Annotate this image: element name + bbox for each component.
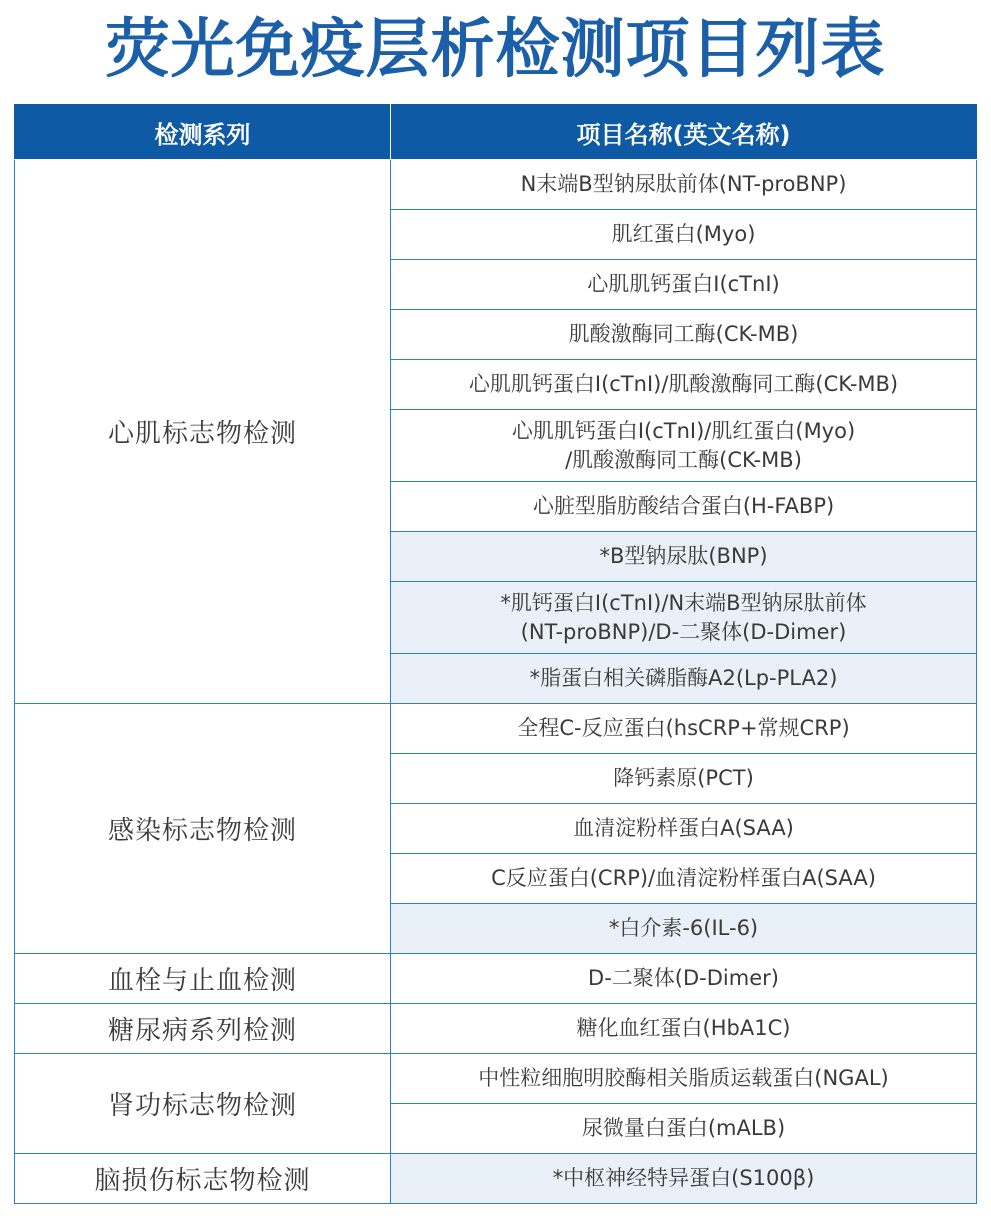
series-column-header: 检测系列 <box>15 105 391 160</box>
item-cell <box>391 804 977 854</box>
item-cell <box>391 854 977 904</box>
series-cell: 糖尿病系列检测 <box>15 1004 391 1054</box>
item-name-line: 糖化血红蛋白(HbA1C) <box>576 1016 791 1040</box>
item-cell <box>391 160 977 210</box>
item-name-line: N末端B型钠尿肽前体(NT-proBNP) <box>520 172 847 196</box>
table-row <box>15 704 977 754</box>
series-cell: 脑损伤标志物检测 <box>15 1154 391 1204</box>
item-name-line: 心脏型脂肪酸结合蛋白(H-FABP) <box>532 494 835 518</box>
item-name-line: D-二聚体(D-Dimer) <box>588 966 779 990</box>
table-row <box>15 1054 977 1104</box>
item-cell <box>391 482 977 532</box>
item-name-line: *脂蛋白相关磷脂酶A2(Lp-PLA2) <box>529 666 838 690</box>
item-cell <box>391 210 977 260</box>
item-cell <box>391 532 977 582</box>
table-row <box>15 1154 977 1204</box>
item-cell <box>391 260 977 310</box>
item-cell <box>391 1054 977 1104</box>
table-row <box>15 954 977 1004</box>
item-column-header: 项目名称(英文名称) <box>391 105 977 160</box>
item-name-line: 心肌肌钙蛋白I(cTnI)/肌酸激酶同工酶(CK-MB) <box>468 372 899 396</box>
item-cell <box>391 582 977 654</box>
item-name-line: 中性粒细胞明胶酶相关脂质运载蛋白(NGAL) <box>478 1066 889 1090</box>
item-cell <box>391 1104 977 1154</box>
item-name-line: 全程C-反应蛋白(hsCRP+常规CRP) <box>517 716 850 740</box>
item-name-line: 尿微量白蛋白(mALB) <box>581 1116 786 1140</box>
item-name-line: *白介素-6(IL-6) <box>608 916 759 940</box>
item-name-line: 血清淀粉样蛋白A(SAA) <box>573 816 794 840</box>
item-name-line: 降钙素原(PCT) <box>613 766 754 790</box>
item-name-line: 心肌肌钙蛋白I(cTnI) <box>587 272 780 296</box>
item-cell <box>391 704 977 754</box>
item-name-line: *肌钙蛋白I(cTnI)/N末端B型钠尿肽前体 <box>500 590 867 615</box>
item-name-line: 肌红蛋白(Myo) <box>611 222 756 246</box>
item-cell <box>391 1154 977 1204</box>
series-cell: 心肌标志物检测 <box>15 160 391 704</box>
table-row <box>15 160 977 210</box>
series-cell: 血栓与止血检测 <box>15 954 391 1004</box>
series-cell: 肾功标志物检测 <box>15 1054 391 1154</box>
table-row <box>15 1004 977 1054</box>
item-cell <box>391 410 977 482</box>
item-cell <box>391 310 977 360</box>
page-title: 荧光免疫层析检测项目列表 <box>105 13 886 87</box>
item-name-line: (NT-proBNP)/D-二聚体(D-Dimer) <box>520 619 847 644</box>
item-name-line: 心肌肌钙蛋白I(cTnI)/肌红蛋白(Myo) <box>511 418 856 443</box>
item-cell <box>391 360 977 410</box>
item-cell <box>391 754 977 804</box>
item-name-line: *中枢神经特异蛋白(S100β) <box>552 1166 815 1190</box>
item-cell <box>391 904 977 954</box>
item-name-line: *B型钠尿肽(BNP) <box>599 544 768 568</box>
table-header-row <box>15 105 977 160</box>
item-cell <box>391 654 977 704</box>
item-name-line: /肌酸激酶同工酶(CK-MB) <box>565 447 802 472</box>
item-cell <box>391 1004 977 1054</box>
test-items-table <box>14 104 977 1204</box>
item-name-line: 肌酸激酶同工酶(CK-MB) <box>568 322 799 346</box>
series-cell: 感染标志物检测 <box>15 704 391 954</box>
table-body <box>15 160 977 1204</box>
item-name-line: C反应蛋白(CRP)/血清淀粉样蛋白A(SAA) <box>491 866 876 890</box>
item-cell <box>391 954 977 1004</box>
